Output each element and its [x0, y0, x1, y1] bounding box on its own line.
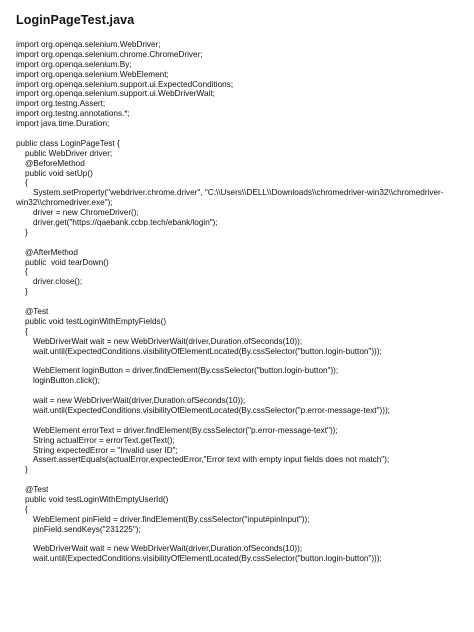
code-line: String actualError = errorText.getText(); — [33, 435, 175, 445]
blank-line — [16, 475, 466, 485]
code-line: { — [25, 504, 28, 514]
code-line: @Test — [25, 485, 49, 495]
blank-line — [16, 129, 466, 139]
code-line: public void setUp() — [25, 168, 93, 178]
code-line: WebElement loginButton = driver.findElement(By.cssSelector("button.login-button")); — [33, 366, 339, 376]
code-line: WebElement errorText = driver.findElement(By.cssSelector("p.error-message-text")); — [33, 425, 338, 435]
code-line: driver = new ChromeDriver(); — [33, 208, 139, 218]
code-line: @AfterMethod — [25, 247, 78, 257]
code-block — [16, 40, 466, 564]
code-line: WebDriverWait wait = new WebDriverWait(driver,Duration.ofSeconds(10)); — [33, 336, 303, 346]
code-line: loginButton.click(); — [33, 376, 100, 386]
code-line: } — [25, 287, 28, 297]
code-line: { — [25, 178, 28, 188]
document-title: LoginPageTest.java — [16, 13, 135, 27]
code-line: { — [25, 326, 28, 336]
code-line: driver.close(); — [33, 277, 83, 287]
code-line: WebDriverWait wait = new WebDriverWait(driver,Duration.ofSeconds(10)); — [33, 544, 303, 554]
code-line: Assert.assertEquals(actualError,expectedError,"Error text with empty input fields does not match"); — [33, 455, 390, 465]
code-line: import org.openqa.selenium.By; — [16, 59, 132, 69]
code-line: wait.until(ExpectedConditions.visibilityOfElementLocated(By.cssSelector("button.login-button"))); — [33, 346, 382, 356]
blank-line — [16, 416, 466, 426]
code-line: { — [25, 267, 28, 277]
code-line: wait.until(ExpectedConditions.visibilityOfElementLocated(By.cssSelector("p.error-message-text"))); — [33, 405, 390, 415]
blank-line — [16, 238, 466, 248]
code-line: public class LoginPageTest { — [16, 138, 120, 148]
code-line: import org.openqa.selenium.WebElement; — [16, 69, 169, 79]
code-line: import org.openqa.selenium.WebDriver; — [16, 40, 161, 49]
code-line: } — [25, 227, 28, 237]
code-line: pinField.sendKeys("231225"); — [33, 524, 141, 534]
code-line: import org.openqa.selenium.support.ui.WebDriverWait; — [16, 89, 215, 99]
blank-line — [16, 535, 466, 545]
blank-line — [16, 357, 466, 367]
code-line: @BeforeMethod — [25, 158, 85, 168]
code-line: wait.until(ExpectedConditions.visibilityOfElementLocated(By.cssSelector("button.login-button"))); — [33, 554, 382, 564]
code-line: wait = new WebDriverWait(driver,Duration.ofSeconds(10)); — [33, 396, 246, 406]
code-line: public WebDriver driver; — [25, 148, 113, 158]
code-line: System.setProperty("webdriver.chrome.driver", "C:\\Users\\DELL\\Downloads\\chromedriver-win32\\chromedriver- — [33, 188, 444, 198]
code-line: public void testLoginWithEmptyUserId() — [25, 494, 169, 504]
code-line: import java.time.Duration; — [16, 119, 110, 129]
blank-line — [16, 297, 466, 307]
code-line: import org.openqa.selenium.chrome.ChromeDriver; — [16, 49, 203, 59]
code-line: import org.openqa.selenium.support.ui.ExpectedConditions; — [16, 79, 234, 89]
code-line: WebElement pinField = driver.findElement(By.cssSelector("input#pinInput")); — [33, 514, 310, 524]
code-line: driver.get("https://qaebank.ccbp.tech/ebank/login"); — [33, 218, 218, 228]
code-line: } — [25, 465, 28, 475]
code-line: @Test — [25, 307, 49, 317]
code-line: import org.testng.Assert; — [16, 99, 106, 109]
code-line: String expectedError = "Invalid user ID"; — [33, 445, 178, 455]
code-line: win32\\chromedriver.exe"); — [16, 198, 113, 208]
blank-line — [16, 386, 466, 396]
code-line: public void tearDown() — [25, 257, 109, 267]
code-line: public void testLoginWithEmptyFields() — [25, 316, 167, 326]
code-line: import org.testng.annotations.*; — [16, 109, 130, 119]
